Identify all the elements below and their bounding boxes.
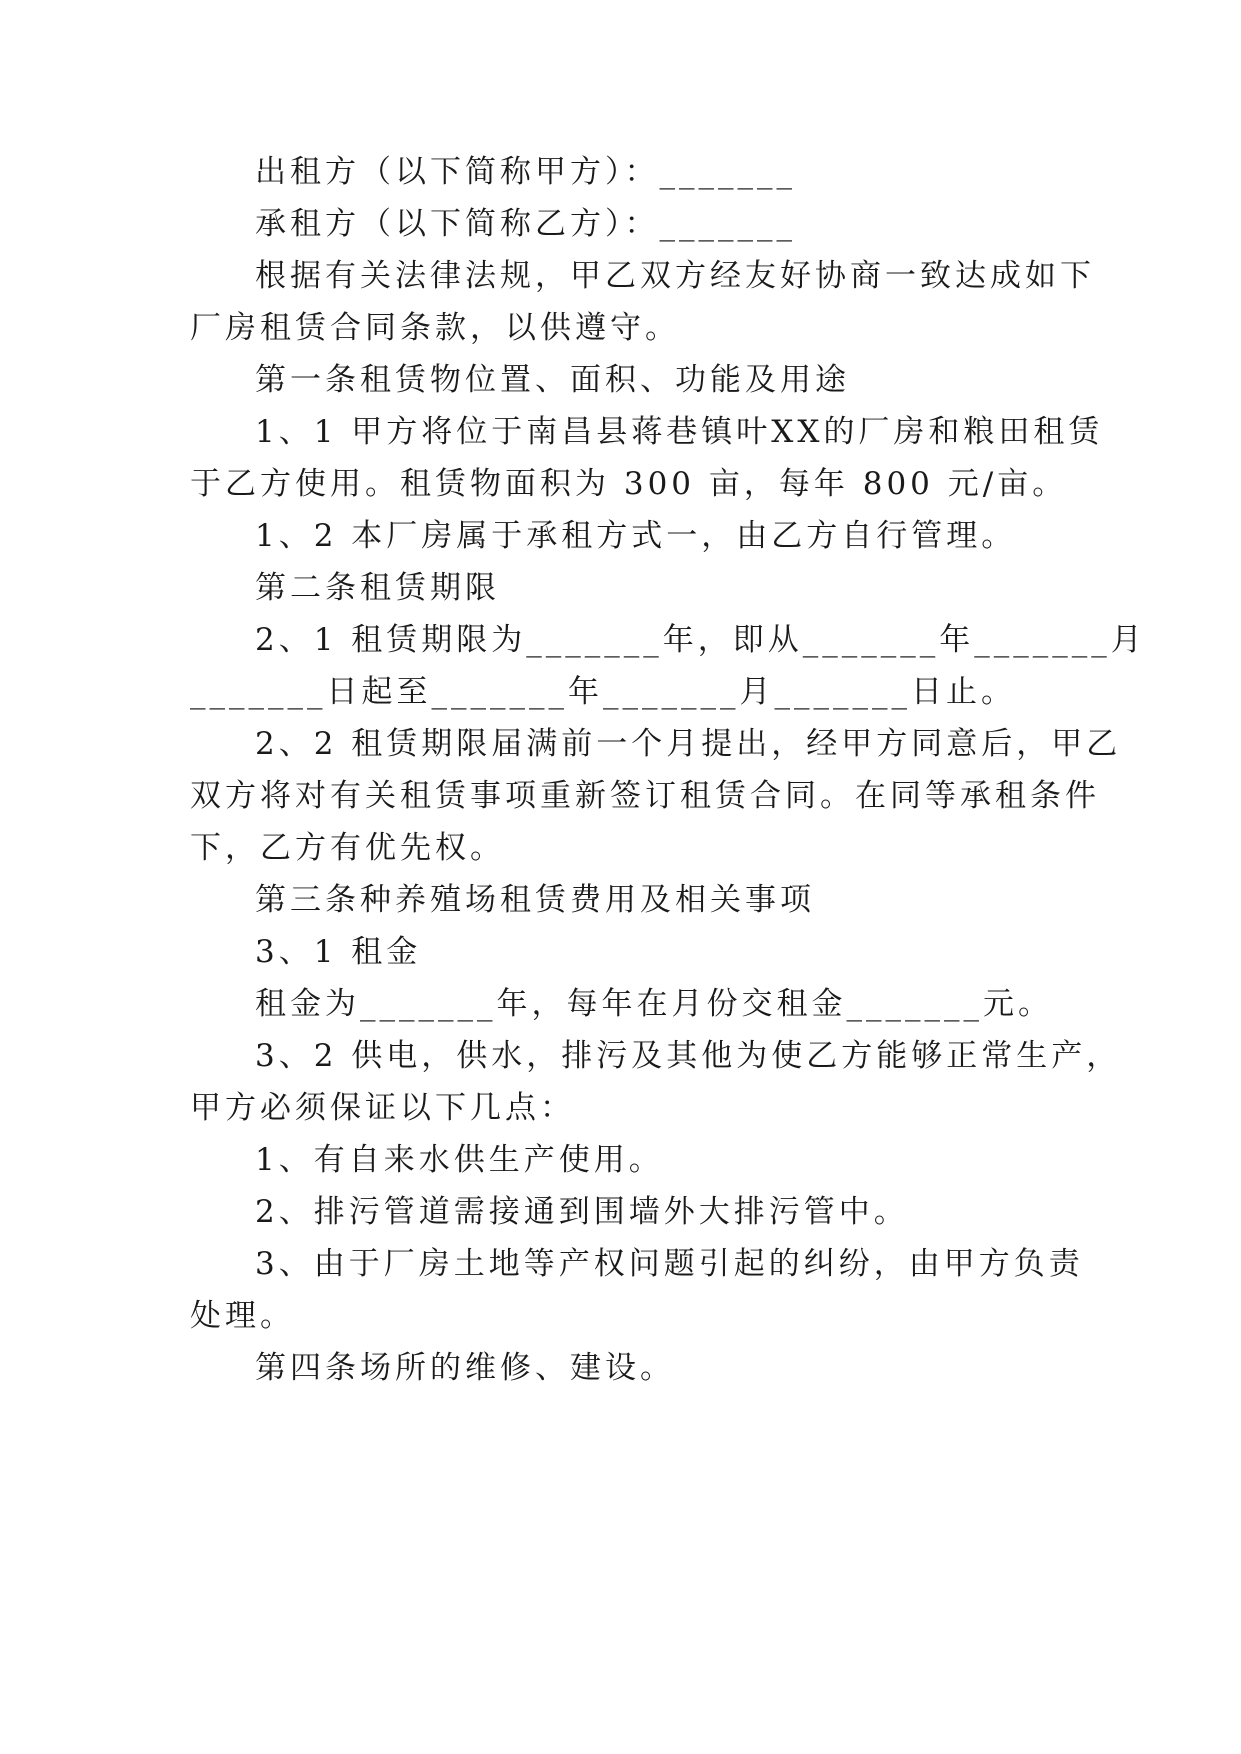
- preamble-line-1: 根据有关法律法规，甲乙双方经友好协商一致达成如下: [255, 258, 1095, 294]
- article-2-heading: 第二条租赁期限: [255, 570, 500, 606]
- clause-2-2-line-3: 下，乙方有优先权。: [190, 830, 505, 866]
- article-4-heading: 第四条场所的维修、建设。: [255, 1350, 675, 1386]
- clause-2-2-line-2: 双方将对有关租赁事项重新签订租赁合同。在同等承租条件: [190, 778, 1100, 814]
- rent-line: 租金为_______年，每年在月份交租金_______元。: [255, 986, 1053, 1022]
- clause-2-2-line-1: 2、2 租赁期限届满前一个月提出，经甲方同意后，甲乙: [255, 726, 1122, 762]
- clause-1-1-line-2: 于乙方使用。租赁物面积为 300 亩，每年 800 元/亩。: [190, 466, 1068, 502]
- lessee-line: 承租方（以下简称乙方）：_______: [255, 206, 796, 242]
- clause-1-1-line-1: 1、1 甲方将位于南昌县蒋巷镇叶XX的厂房和粮田租赁: [255, 414, 1104, 450]
- clause-1-2: 1、2 本厂房属于承租方式一，由乙方自行管理。: [255, 518, 1017, 554]
- lessor-line: 出租方（以下简称甲方）：_______: [255, 154, 796, 190]
- clause-3-2-line-1: 3、2 供电，供水，排污及其他为使乙方能够正常生产，: [255, 1038, 1122, 1074]
- requirement-3-line-2: 处理。: [190, 1298, 295, 1334]
- article-1-heading: 第一条租赁物位置、面积、功能及用途: [255, 362, 850, 398]
- clause-2-1-line-2: _______日起至_______年_______月_______日止。: [190, 674, 1016, 710]
- clause-2-1-line-1: 2、1 租赁期限为_______年，即从_______年_______月: [255, 622, 1146, 658]
- requirement-2: 2、排污管道需接通到围墙外大排污管中。: [255, 1194, 909, 1230]
- requirement-3-line-1: 3、由于厂房土地等产权问题引起的纠纷，由甲方负责: [255, 1246, 1084, 1282]
- article-3-heading: 第三条种养殖场租赁费用及相关事项: [255, 882, 815, 918]
- preamble-line-2: 厂房租赁合同条款，以供遵守。: [190, 310, 680, 346]
- clause-3-2-line-2: 甲方必须保证以下几点：: [190, 1090, 575, 1126]
- requirement-1: 1、有自来水供生产使用。: [255, 1142, 664, 1178]
- clause-3-1-heading: 3、1 租金: [255, 934, 422, 970]
